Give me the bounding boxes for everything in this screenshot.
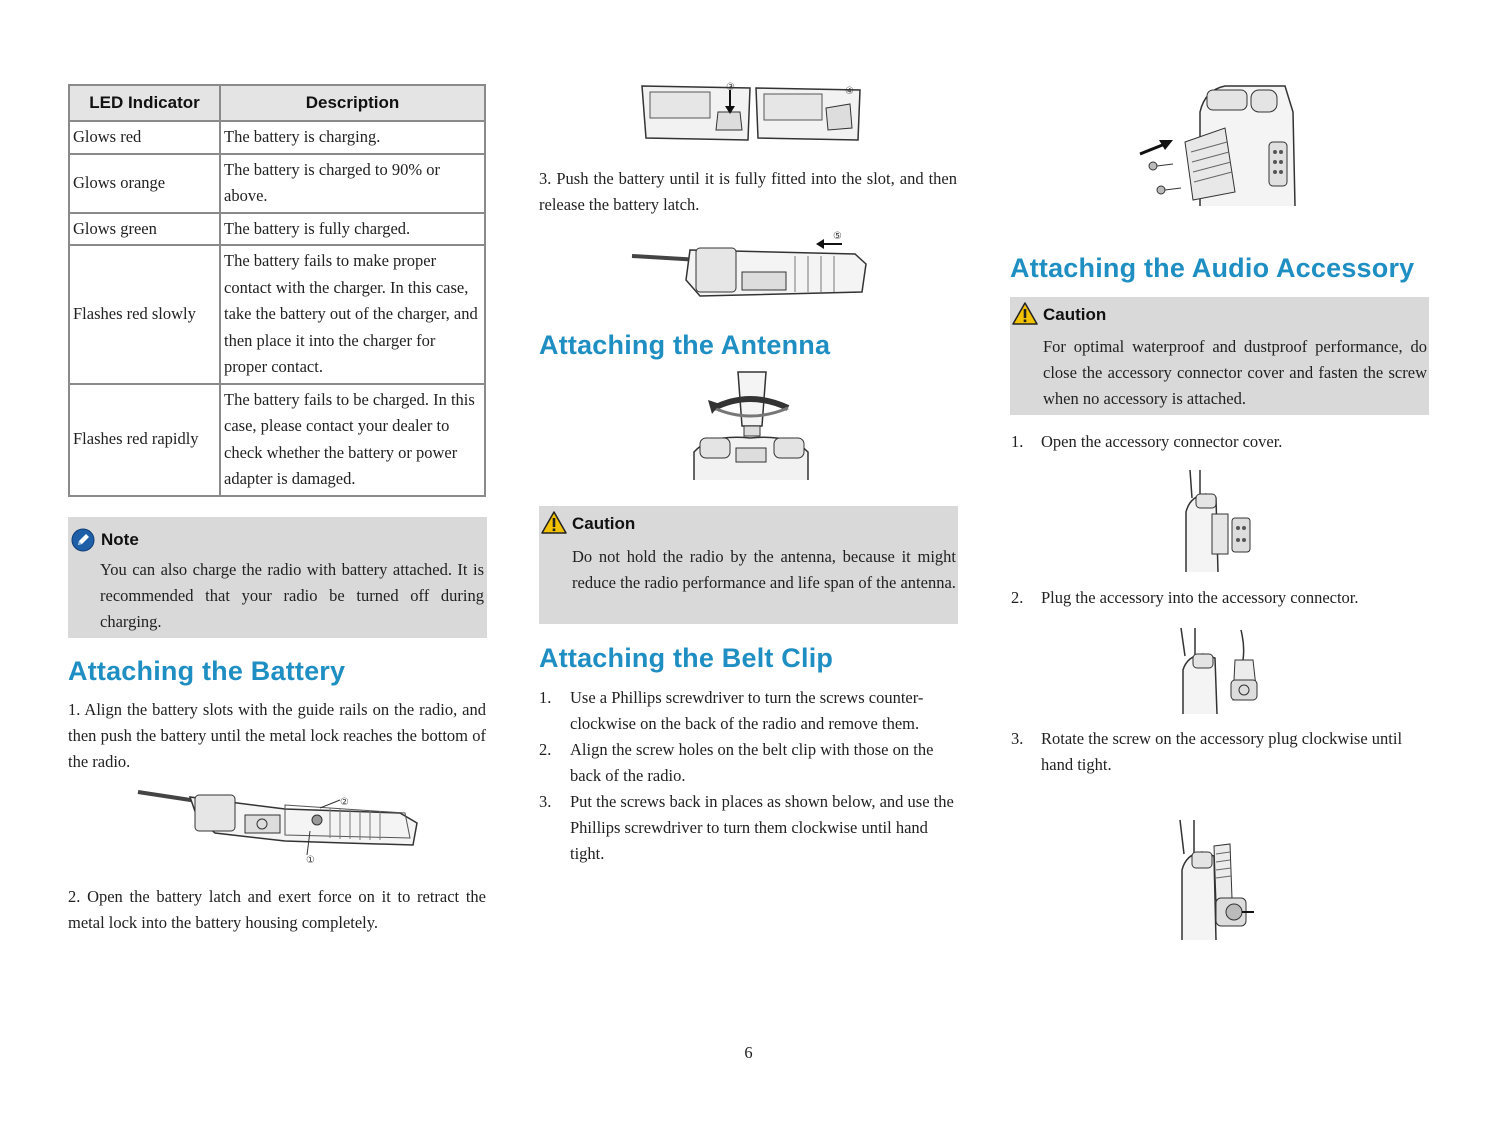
audio-heading: Attaching the Audio Accessory	[1010, 253, 1415, 283]
table-cell-description: The battery is charged to 90% or above.	[220, 154, 485, 213]
antenna-illustration	[690, 368, 815, 483]
step-number: 1.	[1011, 432, 1024, 451]
table-cell-description: The battery is fully charged.	[220, 213, 485, 246]
table-header-row	[69, 85, 485, 121]
step-text: Open the accessory connector cover.	[1041, 432, 1283, 451]
table-header-description: Description	[220, 85, 485, 121]
callout-4: ④	[845, 86, 854, 97]
audio-caution-text: For optimal waterproof and dustproof performance, do close the accessory connector cover and fasten the screw when no accessory is attached.	[1043, 337, 1427, 408]
step-text: Align the screw holes on the belt clip with those on the back of the radio.	[570, 740, 934, 785]
table-cell-description: The battery is charging.	[220, 121, 485, 154]
battery-step-1: 1. Align the battery slots with the guide rails on the radio, and then push the battery until the metal lock reaches the bottom of the radio.	[68, 700, 486, 771]
callout-3: ③	[726, 82, 735, 93]
table-header-indicator: LED Indicator	[69, 85, 220, 121]
note-pencil-icon	[71, 528, 95, 552]
warning-icon	[541, 511, 567, 534]
list-item	[539, 789, 959, 867]
accessory-cover-illustration	[1182, 468, 1262, 573]
table-row	[69, 245, 485, 384]
callout-1: ①	[306, 855, 315, 866]
note-text: You can also charge the radio with battery attached. It is recommended that your radio be turned off during charging.	[100, 560, 484, 631]
table-row	[69, 154, 485, 213]
note-box	[68, 517, 487, 638]
antenna-heading: Attaching the Antenna	[539, 330, 831, 360]
battery-heading: Attaching the Battery	[68, 656, 346, 686]
table-cell-indicator: Glows orange	[69, 154, 220, 213]
callout-2: ②	[340, 797, 349, 808]
accessory-screw-illustration	[1172, 818, 1262, 943]
table-row	[69, 384, 485, 496]
step-text: Put the screws back in places as shown below, and use the Phillips screwdriver to turn them clockwise until hand tight.	[570, 792, 954, 863]
battery-align-illustration	[135, 783, 420, 866]
step-number: 3.	[1011, 729, 1024, 748]
belt-clip-steps	[539, 685, 959, 867]
led-indicator-table	[68, 84, 486, 497]
antenna-caution-box	[539, 506, 958, 624]
battery-step-2: 2. Open the battery latch and exert force on it to retract the metal lock into the battery housing completely.	[68, 887, 486, 932]
warning-icon	[1012, 302, 1038, 325]
step-text: Use a Phillips screwdriver to turn the screws counter-clockwise on the back of the radio and remove them.	[570, 688, 924, 733]
list-item	[539, 685, 959, 737]
belt-clip-heading: Attaching the Belt Clip	[539, 643, 834, 673]
antenna-caution-text: Do not hold the radio by the antenna, because it might reduce the radio performance and life span of the antenna.	[572, 547, 956, 592]
step-text: Rotate the screw on the accessory plug clockwise until hand tight.	[1041, 729, 1403, 774]
step-number: 3.	[539, 792, 552, 811]
audio-caution-box	[1010, 297, 1429, 415]
belt-clip-illustration	[1135, 82, 1305, 207]
table-cell-indicator: Glows green	[69, 213, 220, 246]
table-row	[69, 121, 485, 154]
step-number: 1.	[539, 688, 552, 707]
table-cell-description: The battery fails to make proper contact with the charger. In this case, take the battery out of the charger, and then place it into the charger for proper contact.	[220, 245, 485, 384]
table-cell-indicator: Flashes red rapidly	[69, 384, 220, 496]
antenna-caution-title: Caution	[572, 514, 636, 533]
page-number: 6	[744, 1043, 753, 1062]
table-row	[69, 213, 485, 246]
note-title: Note	[101, 530, 139, 549]
audio-caution-title: Caution	[1043, 305, 1107, 324]
accessory-plug-illustration	[1175, 626, 1265, 716]
step-number: 2.	[1011, 588, 1024, 607]
table-cell-description: The battery fails to be charged. In this case, please contact your dealer to check whether the battery or power adapter is damaged.	[220, 384, 485, 496]
battery-step-3: 3. Push the battery until it is fully fitted into the slot, and then release the battery latch.	[539, 169, 957, 214]
step-number: 2.	[539, 740, 552, 759]
table-cell-indicator: Glows red	[69, 121, 220, 154]
list-item	[539, 737, 959, 789]
step-text: Plug the accessory into the accessory connector.	[1041, 588, 1359, 607]
callout-5: ⑤	[833, 231, 842, 242]
battery-latch-illustration	[640, 82, 862, 148]
table-cell-indicator: Flashes red slowly	[69, 245, 220, 384]
battery-push-illustration	[630, 230, 870, 305]
